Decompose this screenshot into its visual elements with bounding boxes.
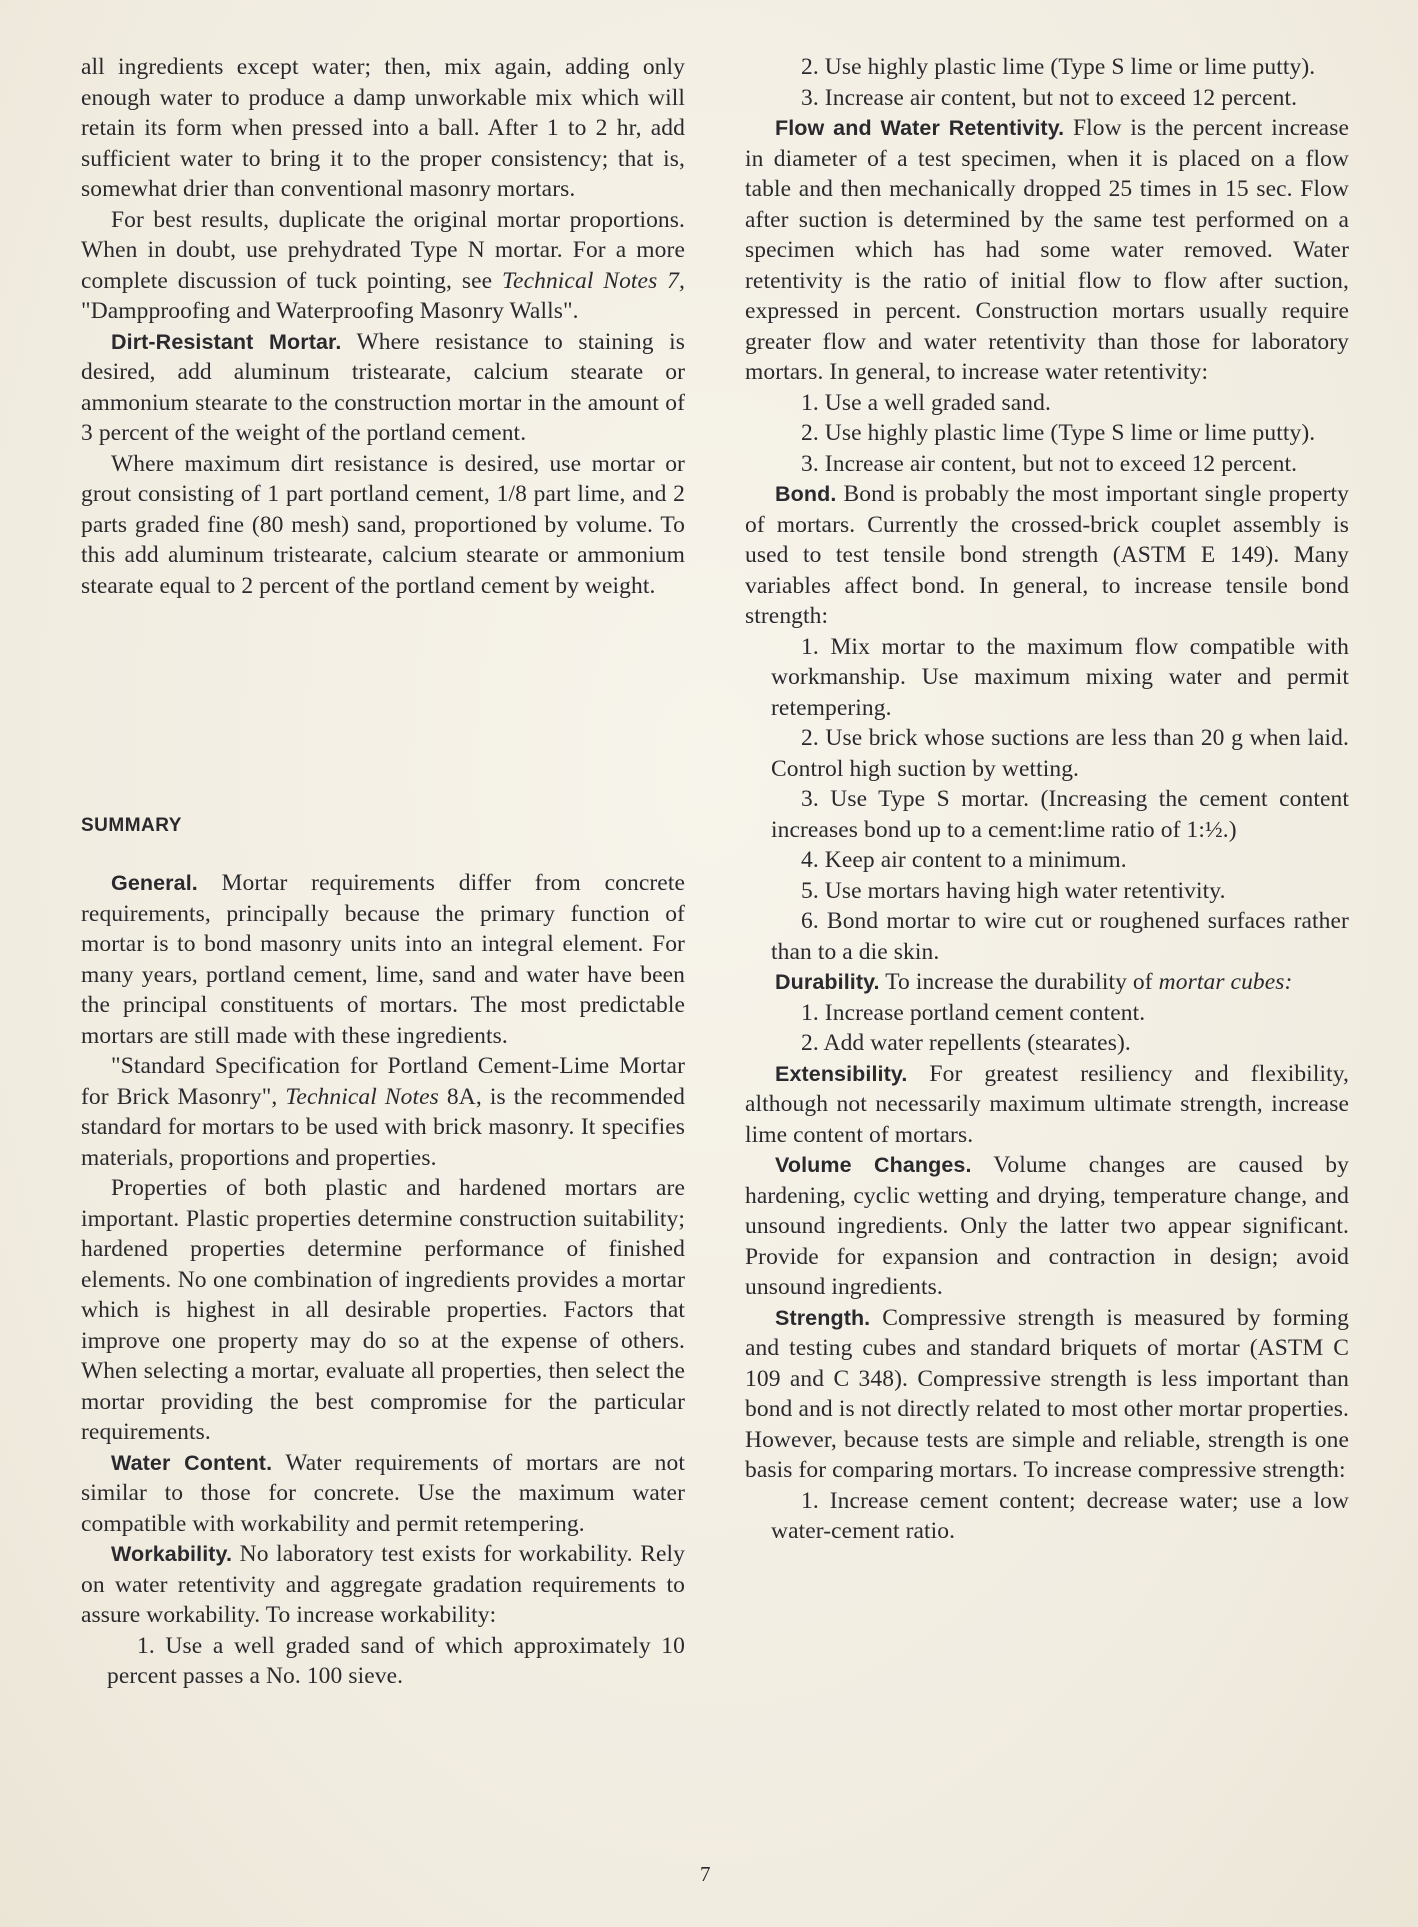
text: Where resistance to staining is desired, add aluminum tristearate, calcium stearate or ammonium stearate to the construction mortar in the amount of 3 percent of the weight of the portland cement. bbox=[81, 328, 685, 446]
list-item: 1. Use a well graded sand of which approximately 10 percent passes a No. 100 sieve. bbox=[107, 1632, 685, 1689]
paragraph bbox=[745, 113, 1349, 388]
text: Compressive strength is measured by forming and testing cubes and standard briquets of mortar (ASTM C 109 and C 348). Compressive strength is less important than bond and is not directly related to most other mortar properties. However, because tests are simple and reliable, strength is one basis for comparing mortars. To increase compressive strength: bbox=[745, 1304, 1349, 1483]
reference-title: Technical Notes bbox=[285, 1083, 439, 1110]
list-item: 6. Bond mortar to wire cut or roughened surfaces rather than to a die skin. bbox=[771, 908, 1349, 965]
text: To increase the durability of bbox=[879, 969, 1159, 995]
paragraph bbox=[745, 479, 1349, 632]
run-in-heading: Volume Changes. bbox=[775, 1153, 972, 1177]
run-in-heading: Workability. bbox=[111, 1542, 233, 1566]
run-in-heading: Water Content. bbox=[111, 1450, 273, 1475]
text: "Dampproofing and Waterproofing Masonry Walls". bbox=[81, 298, 579, 324]
run-in-heading: General. bbox=[111, 871, 198, 895]
list-item: 3. Use Type S mortar. (Increasing the cement content increases bond up to a cement:lime ratio of 1:½.) bbox=[771, 786, 1349, 843]
list-item: 2. Use brick whose suctions are less than 20 g when laid. Control high suction by wetting. bbox=[771, 725, 1349, 782]
run-in-heading: Extensibility. bbox=[775, 1061, 908, 1086]
list-item: 2. Use highly plastic lime (Type S lime or lime putty). bbox=[801, 54, 1316, 80]
text: Bond is probably the most important single property of mortars. Currently the crossed-brick couplet assembly is used to test tensile bond strength (ASTM E 149). Many variables affect bond. In general, to increase tensile bond strength: bbox=[745, 481, 1349, 629]
list-item: 1. Increase cement content; decrease water; use a low water-cement ratio. bbox=[771, 1487, 1349, 1544]
text: 8A, is the recommended standard for mortars to be used with brick masonry. It specifies materials, proportions and properties. bbox=[81, 1083, 685, 1171]
text: Flow is the percent increase in diameter of a test specimen, when it is placed on a flow table and then mechanically dropped 25 times in 15 sec. Flow after suction is determined by the same test performed on a specimen which has had some water removed. Water retentivity is the ratio of initial flow to flow after suction, expressed in percent. Construction mortars usually require greater flow and water retentivity than those for laboratory mortars. In general, to increase water retentivity: bbox=[745, 115, 1349, 385]
list-item: 1. Use a well graded sand. bbox=[801, 389, 1051, 416]
text: Water requirements of mortars are not similar to those for concrete. Use the maximum water compatible with workability and permit retempering. bbox=[81, 1449, 685, 1537]
list-item: 2. Use highly plastic lime (Type S lime or lime putty). bbox=[801, 420, 1316, 446]
paragraph bbox=[81, 205, 685, 327]
right-column bbox=[745, 52, 1349, 1547]
paragraph: Where maximum dirt resistance is desired, use mortar or grout consisting of 1 part portland cement, 1/8 part lime, and 2 parts graded fine (80 mesh) sand, proportioned by volume. To this add aluminum tristearate, calcium stearate or ammonium stearate equal to 2 percent of the portland cement by weight. bbox=[81, 450, 685, 599]
list-item: 1. Mix mortar to the maximum flow compatible with workmanship. Use maximum mixing water and permit retempering. bbox=[771, 633, 1349, 721]
emphasis: mortar cubes: bbox=[1158, 969, 1293, 995]
text: Volume changes are caused by hardening, cyclic wetting and drying, temperature change, and unsound ingredients. Only the latter two appear significant. Provide for expansion and contraction in design; avoid unsound ingredients. bbox=[745, 1152, 1349, 1300]
text: "Standard Specification for Portland Cement-Lime Mortar for Brick Masonry", bbox=[81, 1053, 685, 1110]
paragraph bbox=[745, 1150, 1349, 1303]
run-in-heading: Strength. bbox=[775, 1305, 871, 1330]
run-in-heading: Flow and Water Retentivity. bbox=[775, 116, 1065, 140]
list-item: 5. Use mortars having high water retentivity. bbox=[801, 877, 1226, 904]
text: For best results, duplicate the original mortar proportions. When in doubt, use prehydrated Type N mortar. For a more complete discussion of tuck pointing, see bbox=[81, 206, 685, 294]
run-in-heading: Durability. bbox=[775, 970, 880, 994]
paragraph bbox=[81, 1051, 685, 1173]
page-number: 7 bbox=[700, 1862, 711, 1886]
list-item: 4. Keep air content to a minimum. bbox=[801, 847, 1127, 873]
list-item: 2. Add water repellents (stearates). bbox=[801, 1030, 1131, 1056]
left-column-summary bbox=[81, 868, 685, 1692]
paragraph: all ingredients except water; then, mix again, adding only enough water to produce a damp unworkable mix which will retain its form when pressed into a ball. After 1 to 2 hr, add sufficient water to bring it to the proper consistency; that is, somewhat drier than conventional masonry mortars. bbox=[81, 54, 685, 202]
run-in-heading: Dirt-Resistant Mortar. bbox=[111, 329, 342, 354]
text: For greatest resiliency and flexibility, although not necessarily maximum ultimate strength, increase lime content of mortars. bbox=[745, 1060, 1349, 1148]
paragraph bbox=[745, 1059, 1349, 1151]
paragraph bbox=[81, 1539, 685, 1631]
list-item: 3. Increase air content, but not to exceed 12 percent. bbox=[801, 450, 1298, 477]
list-item: 1. Increase portland cement content. bbox=[801, 999, 1146, 1026]
list-item: 3. Increase air content, but not to exceed 12 percent. bbox=[801, 84, 1298, 111]
paragraph bbox=[81, 868, 685, 1051]
left-column bbox=[81, 52, 685, 601]
paragraph bbox=[81, 1448, 685, 1540]
section-heading-summary: SUMMARY bbox=[81, 815, 182, 836]
paragraph bbox=[745, 967, 1349, 998]
paragraph bbox=[745, 1303, 1349, 1486]
text: No laboratory test exists for workability. Rely on water retentivity and aggregate gradation requirements to assure workability. To increase workability: bbox=[81, 1541, 685, 1628]
reference-title: Technical Notes 7, bbox=[502, 267, 686, 294]
text: Mortar requirements differ from concrete requirements, principally because the primary function of mortar is to bond masonry units into an integral element. For many years, portland cement, lime, sand and water have been the principal constituents of mortars. The most predictable mortars are still made with these ingredients. bbox=[81, 870, 685, 1049]
paragraph bbox=[81, 327, 685, 449]
run-in-heading: Bond. bbox=[775, 482, 837, 506]
paragraph: Properties of both plastic and hardened mortars are important. Plastic properties determine construction suitability; hardened properties determine performance of finished elements. No one combination of ingredients provides a mortar which is highest in all desirable properties. Factors that improve one property may do so at the expense of others. When selecting a mortar, evaluate all properties, then select the mortar providing the best compromise for the particular requirements. bbox=[81, 1175, 685, 1445]
